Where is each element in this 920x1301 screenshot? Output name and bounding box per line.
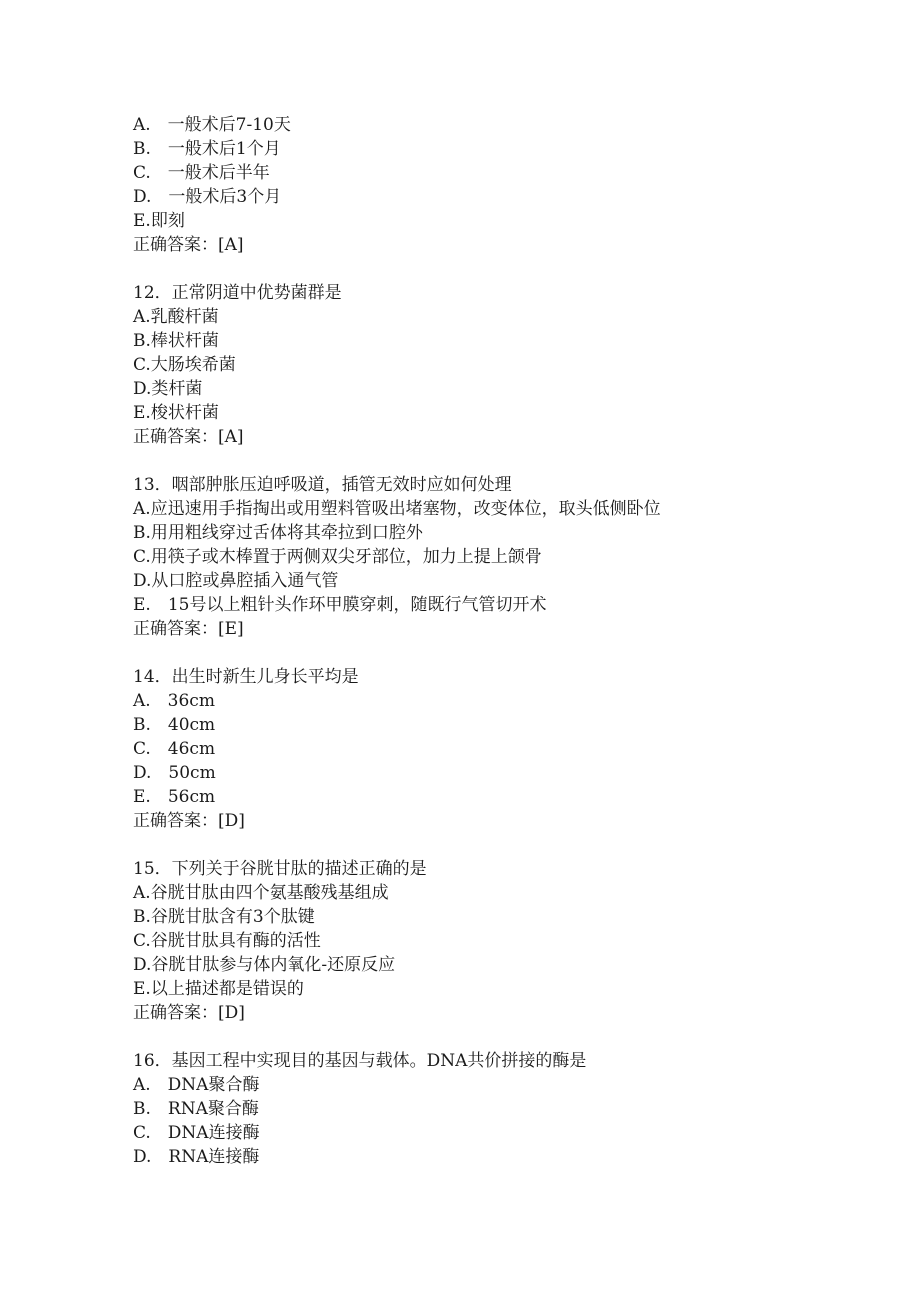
option-b: B. 一般术后1个月: [133, 139, 281, 159]
question-text: 15．下列关于谷胱甘肽的描述正确的是: [133, 859, 427, 879]
option-b: B.棒状杆菌: [133, 331, 219, 351]
correct-answer: 正确答案：[A]: [133, 427, 244, 447]
question-12: [133, 281, 833, 449]
document-page: [133, 113, 833, 1169]
option-c: C. 46cm: [133, 739, 216, 759]
spacer: [133, 449, 833, 473]
question-15: [133, 857, 833, 1025]
option-e: E.即刻: [133, 211, 185, 231]
question-11: [133, 113, 833, 257]
option-d: D.类杆菌: [133, 379, 203, 399]
option-e: E. 56cm: [133, 787, 216, 807]
option-d: D.从口腔或鼻腔插入通气管: [133, 571, 339, 591]
spacer: [133, 833, 833, 857]
option-a: A.谷胱甘肽由四个氨基酸残基组成: [133, 883, 389, 903]
option-a: A.乳酸杆菌: [133, 307, 219, 327]
option-b: B.用用粗线穿过舌体将其牵拉到口腔外: [133, 523, 423, 543]
option-c: C.大肠埃希菌: [133, 355, 236, 375]
question-16: [133, 1049, 833, 1169]
question-14: [133, 665, 833, 833]
option-e: E. 15号以上粗针头作环甲膜穿刺，随既行气管切开术: [133, 595, 547, 615]
spacer: [133, 257, 833, 281]
correct-answer: 正确答案：[D]: [133, 1003, 245, 1023]
option-c: C. DNA连接酶: [133, 1123, 260, 1143]
option-d: D.谷胱甘肽参与体内氧化-还原反应: [133, 955, 396, 975]
correct-answer: 正确答案：[A]: [133, 235, 244, 255]
option-c: C.用筷子或木棒置于两侧双尖牙部位，加力上提上颌骨: [133, 547, 542, 567]
option-d: D. 50cm: [133, 763, 216, 783]
option-e: E.梭状杆菌: [133, 403, 219, 423]
spacer: [133, 641, 833, 665]
option-b: B. RNA聚合酶: [133, 1099, 259, 1119]
option-a: A. 一般术后7-10天: [133, 115, 291, 135]
option-b: B. 40cm: [133, 715, 216, 735]
correct-answer: 正确答案：[E]: [133, 619, 244, 639]
option-a: A.应迅速用手指掏出或用塑料管吸出堵塞物，改变体位，取头低侧卧位: [133, 499, 661, 519]
question-text: 16．基因工程中实现目的基因与载体。DNA共价拼接的酶是: [133, 1051, 587, 1071]
question-text: 14．出生时新生儿身长平均是: [133, 667, 359, 687]
option-a: A. 36cm: [133, 691, 215, 711]
option-b: B.谷胱甘肽含有3个肽键: [133, 907, 315, 927]
option-c: C.谷胱甘肽具有酶的活性: [133, 931, 321, 951]
option-a: A. DNA聚合酶: [133, 1075, 260, 1095]
spacer: [133, 1025, 833, 1049]
question-text: 12．正常阴道中优势菌群是: [133, 283, 342, 303]
option-c: C. 一般术后半年: [133, 163, 270, 183]
option-d: D. 一般术后3个月: [133, 187, 282, 207]
option-d: D. RNA连接酶: [133, 1147, 260, 1167]
option-e: E.以上描述都是错误的: [133, 979, 304, 999]
question-text: 13．咽部肿胀压迫呼吸道，插管无效时应如何处理: [133, 475, 512, 495]
correct-answer: 正确答案：[D]: [133, 811, 245, 831]
question-13: [133, 473, 833, 641]
